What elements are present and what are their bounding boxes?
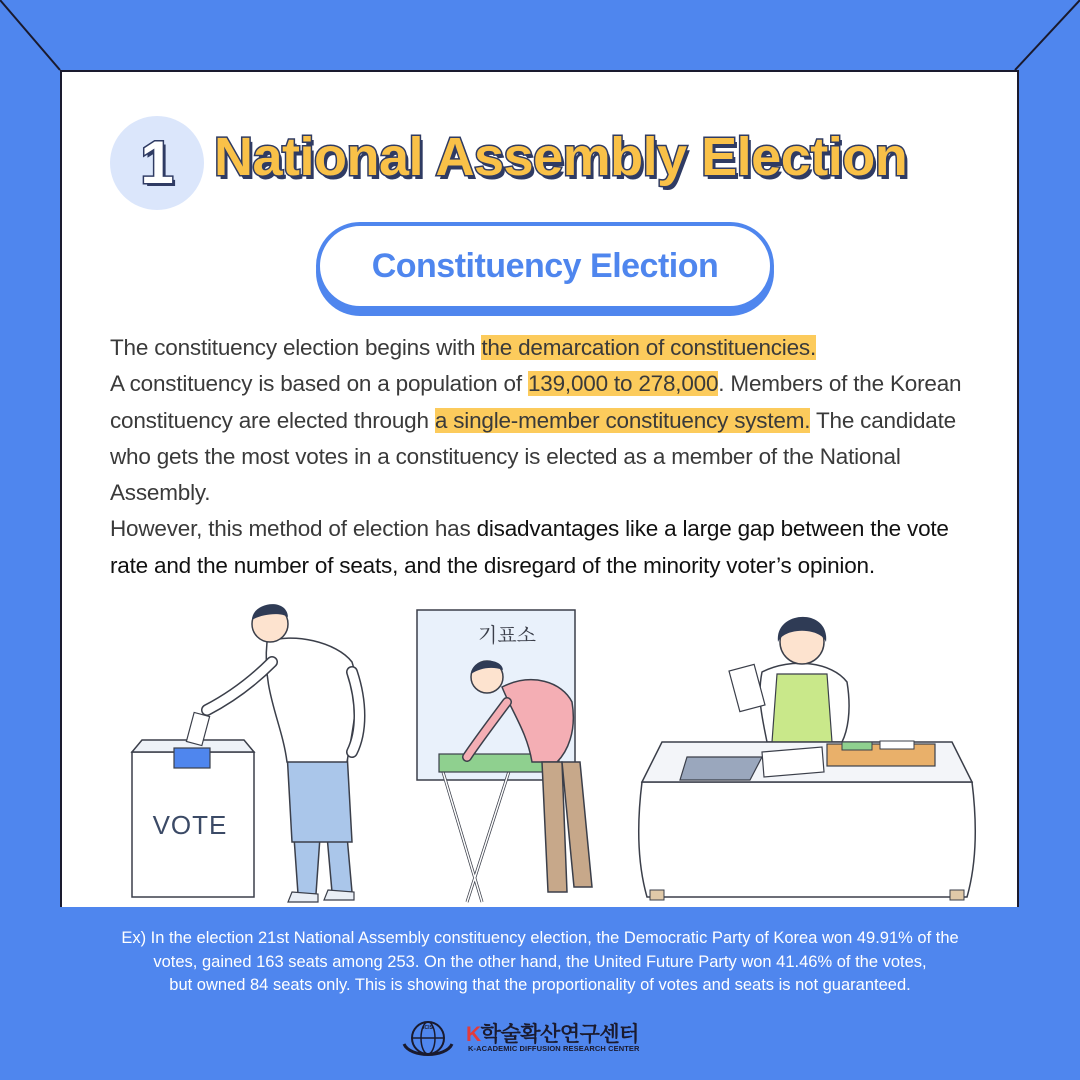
p1-text: The constituency election begins with <box>110 335 482 360</box>
example-note-line-1: Ex) In the election 21st National Assembly constituency election, the Democratic Party of Korea won 49.91% of the <box>121 929 959 947</box>
p2-highlight-system: a single-member constituency system. <box>434 407 811 433</box>
organization-logo <box>400 1016 660 1060</box>
election-official <box>639 617 976 900</box>
ballot-box-label: VOTE <box>152 810 228 840</box>
paragraph-2 <box>110 366 980 511</box>
example-note-line-3: but owned 84 seats only. This is showing that the proportionality of votes and seats is not guaranteed. <box>169 976 911 994</box>
logo-english-name: K-ACADEMIC DIFFUSION RESEARCH CENTER <box>468 1044 640 1053</box>
body-paragraphs <box>110 330 980 584</box>
content-panel <box>60 70 1019 907</box>
booth-label: 기표소 <box>478 623 536 647</box>
example-note-line-2: votes, gained 163 seats among 253. On the other hand, the United Future Party won 41.46% of the votes, <box>153 952 927 971</box>
p2-text-a: A constituency is based on a population of <box>110 371 528 397</box>
example-note <box>60 927 1020 998</box>
section-number: 1 <box>140 129 174 196</box>
subtitle-pill <box>316 222 774 310</box>
p2-text-c: The candidate who gets the most votes in a constituency is elected as a member of the National Assembly. <box>110 407 956 506</box>
p2-highlight-population: 139,000 to 278,000 <box>527 371 719 397</box>
page-title: National Assembly Election <box>214 127 908 187</box>
p2-text-b: . Members of the Korean constituency are elected through <box>110 371 962 433</box>
section-number-badge <box>110 116 204 210</box>
p1-highlight: the demarcation of constituencies. <box>481 335 817 360</box>
paragraph-1 <box>110 330 980 366</box>
p3-emphasis: disadvantages like a large gap between the vote rate and the number of seats, and the disregard of the minority voter’s opinion. <box>110 516 949 578</box>
paragraph-3 <box>110 511 980 584</box>
svg-text:ICIS: ICIS <box>423 1025 433 1031</box>
logo-korean-name: K학술확산연구센터 <box>466 1023 639 1046</box>
subtitle-text: Constituency Election <box>371 247 719 285</box>
globe-logo-icon <box>400 1016 456 1060</box>
ballot-box <box>132 712 254 897</box>
p3-text: However, this method of election has <box>110 516 477 542</box>
voting-booth <box>417 610 592 902</box>
voting-illustration <box>62 602 1017 907</box>
